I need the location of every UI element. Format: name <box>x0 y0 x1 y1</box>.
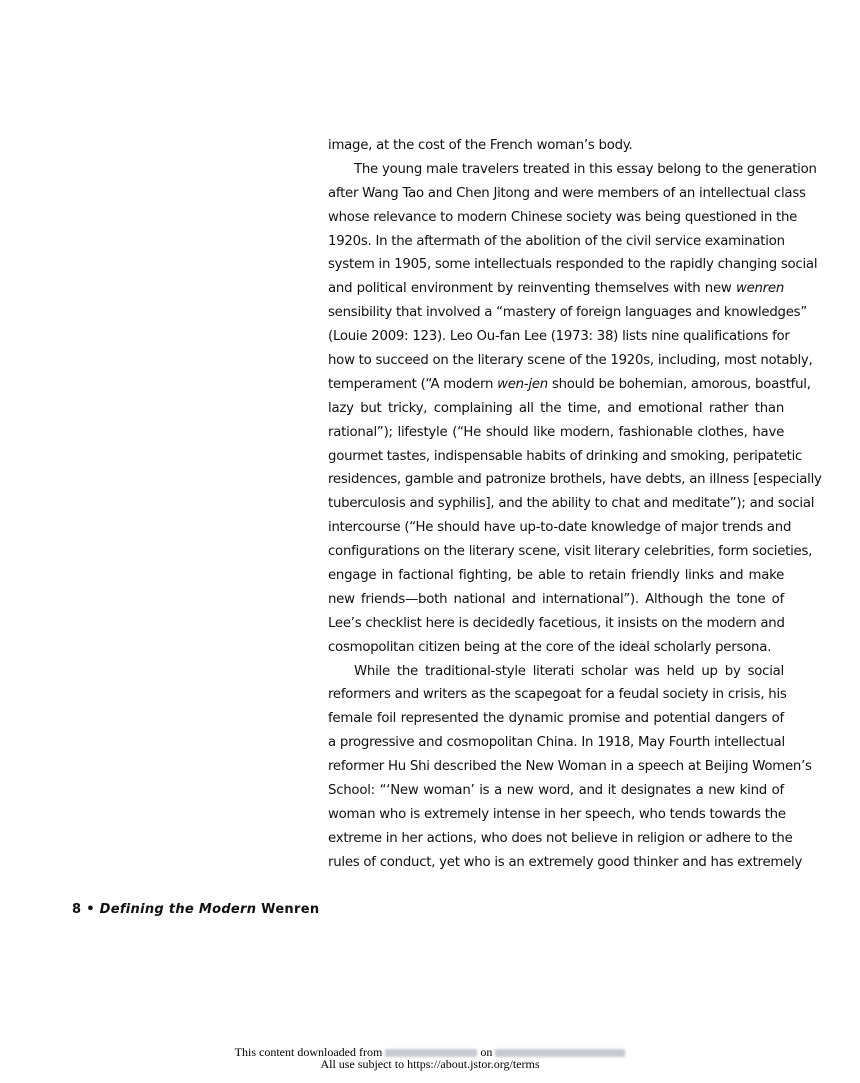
text-segment: sensibility that involved a “mastery of foreign languages and knowledges” <box>328 305 807 321</box>
text-segment: after Wang Tao and Chen Jitong and were members of an intellectual class <box>328 185 806 201</box>
text-segment: woman who is extremely intense in her speech, who tends towards the <box>328 806 786 822</box>
text-line <box>328 134 784 158</box>
text-segment: While the traditional-style literati scholar was held up by social <box>354 663 784 679</box>
text-line <box>328 421 784 445</box>
text-segment: and political environment by reinventing themselves with new <box>328 281 736 297</box>
download-line <box>0 1046 860 1058</box>
text-line <box>328 349 813 373</box>
text-segment: engage in factional fighting, be able to retain friendly links and make <box>328 568 784 584</box>
text-segment: residences, gamble and patronize brothels, have debts, an illness [especially <box>328 472 822 488</box>
text-segment: intercourse (“He should have up-to-date knowledge of major trends and <box>328 520 792 536</box>
text-segment: image, at the cost of the French woman’s body. <box>328 138 633 153</box>
redacted-date <box>495 1049 625 1057</box>
text-line <box>328 516 792 540</box>
text-segment: tuberculosis and syphilis], and the ability to chat and meditate”); and social <box>328 496 815 512</box>
text-line <box>328 636 784 660</box>
text-segment: The young male travelers treated in this essay belong to the generation <box>354 161 817 177</box>
text-line <box>328 373 811 397</box>
text-segment: temperament (“A modern <box>328 376 498 392</box>
text-segment: new friends—both national and international”). Although the tone of <box>328 591 784 607</box>
footer-title-italic: Defining the Modern <box>99 902 257 917</box>
text-segment: configurations on the literary scene, visit literary celebrities, form societies, <box>328 544 813 560</box>
text-segment: extreme in her actions, who does not believe in religion or adhere to the <box>328 830 793 846</box>
text-segment: (Louie 2009: 123). Leo Ou-fan Lee (1973: 38) lists nine qualifications for <box>328 329 790 345</box>
text-segment: gourmet tastes, indispensable habits of drinking and smoking, peripatetic <box>328 448 803 464</box>
text-line <box>328 230 784 254</box>
text-line <box>328 206 798 230</box>
text-line <box>328 755 812 779</box>
text-line <box>328 468 822 492</box>
text-line <box>328 660 784 684</box>
paragraph <box>328 660 812 875</box>
footer-bullet: • <box>86 902 95 917</box>
text-segment: should be bohemian, amorous, boastful, <box>547 376 811 392</box>
text-segment: how to succeed on the literary scene of the 1920s, including, most notably, <box>328 353 813 369</box>
text-line <box>328 588 784 612</box>
text-line <box>328 492 815 516</box>
text-line <box>328 397 784 421</box>
italic-term: wenren <box>735 281 784 297</box>
page-number: 8 <box>72 902 82 917</box>
jstor-notice <box>0 1046 860 1070</box>
text-segment: reformer Hu Shi described the New Woman in a speech at Beijing Women’s <box>328 759 812 775</box>
text-line <box>328 540 813 564</box>
text-line <box>328 277 784 301</box>
download-prefix: This content downloaded from <box>234 1045 383 1059</box>
text-segment: cosmopolitan citizen being at the core of the ideal scholarly persona. <box>328 639 772 655</box>
text-segment: School: “‘New woman’ is a new word, and it designates a new kind of <box>328 783 784 799</box>
text-line <box>328 301 807 325</box>
redacted-ip <box>385 1049 477 1057</box>
text-segment: a progressive and cosmopolitan China. In 1918, May Fourth intellectual <box>328 735 785 751</box>
text-segment: reformers and writers as the scapegoat for a feudal society in crisis, his <box>328 687 787 703</box>
paragraph <box>328 158 822 660</box>
text-line <box>328 683 787 707</box>
text-line <box>328 803 784 827</box>
text-line <box>328 851 803 875</box>
terms-line: All use subject to https://about.jstor.org/terms <box>320 1057 540 1071</box>
text-segment: lazy but tricky, complaining all the time, and emotional rather than <box>328 400 784 416</box>
text-segment: female foil represented the dynamic promise and potential dangers of <box>328 711 784 727</box>
text-line <box>328 612 784 636</box>
text-line <box>328 182 806 206</box>
download-on: on <box>480 1045 493 1059</box>
text-line <box>328 827 793 851</box>
text-segment: rational”); lifestyle (“He should like modern, fashionable clothes, have <box>328 424 784 440</box>
paragraph <box>328 134 784 158</box>
text-line <box>328 779 784 803</box>
text-line <box>328 731 784 755</box>
text-segment: rules of conduct, yet who is an extremely good thinker and has extremely <box>328 854 803 870</box>
text-line <box>328 707 784 731</box>
running-footer <box>72 902 319 917</box>
body-text <box>328 134 822 875</box>
text-line <box>328 253 818 277</box>
text-line <box>328 445 803 469</box>
text-line <box>328 158 817 182</box>
text-line <box>328 325 790 349</box>
italic-term: wen-jen <box>497 376 548 392</box>
text-segment: whose relevance to modern Chinese society was being questioned in the <box>328 209 798 225</box>
text-segment: 1920s. In the aftermath of the abolition of the civil service examination <box>328 233 785 249</box>
text-line <box>328 564 784 588</box>
text-segment: system in 1905, some intellectuals responded to the rapidly changing social <box>328 257 818 273</box>
text-segment: Lee’s checklist here is decidedly facetious, it insists on the modern and <box>328 615 785 631</box>
footer-title-roman: Wenren <box>261 902 320 917</box>
